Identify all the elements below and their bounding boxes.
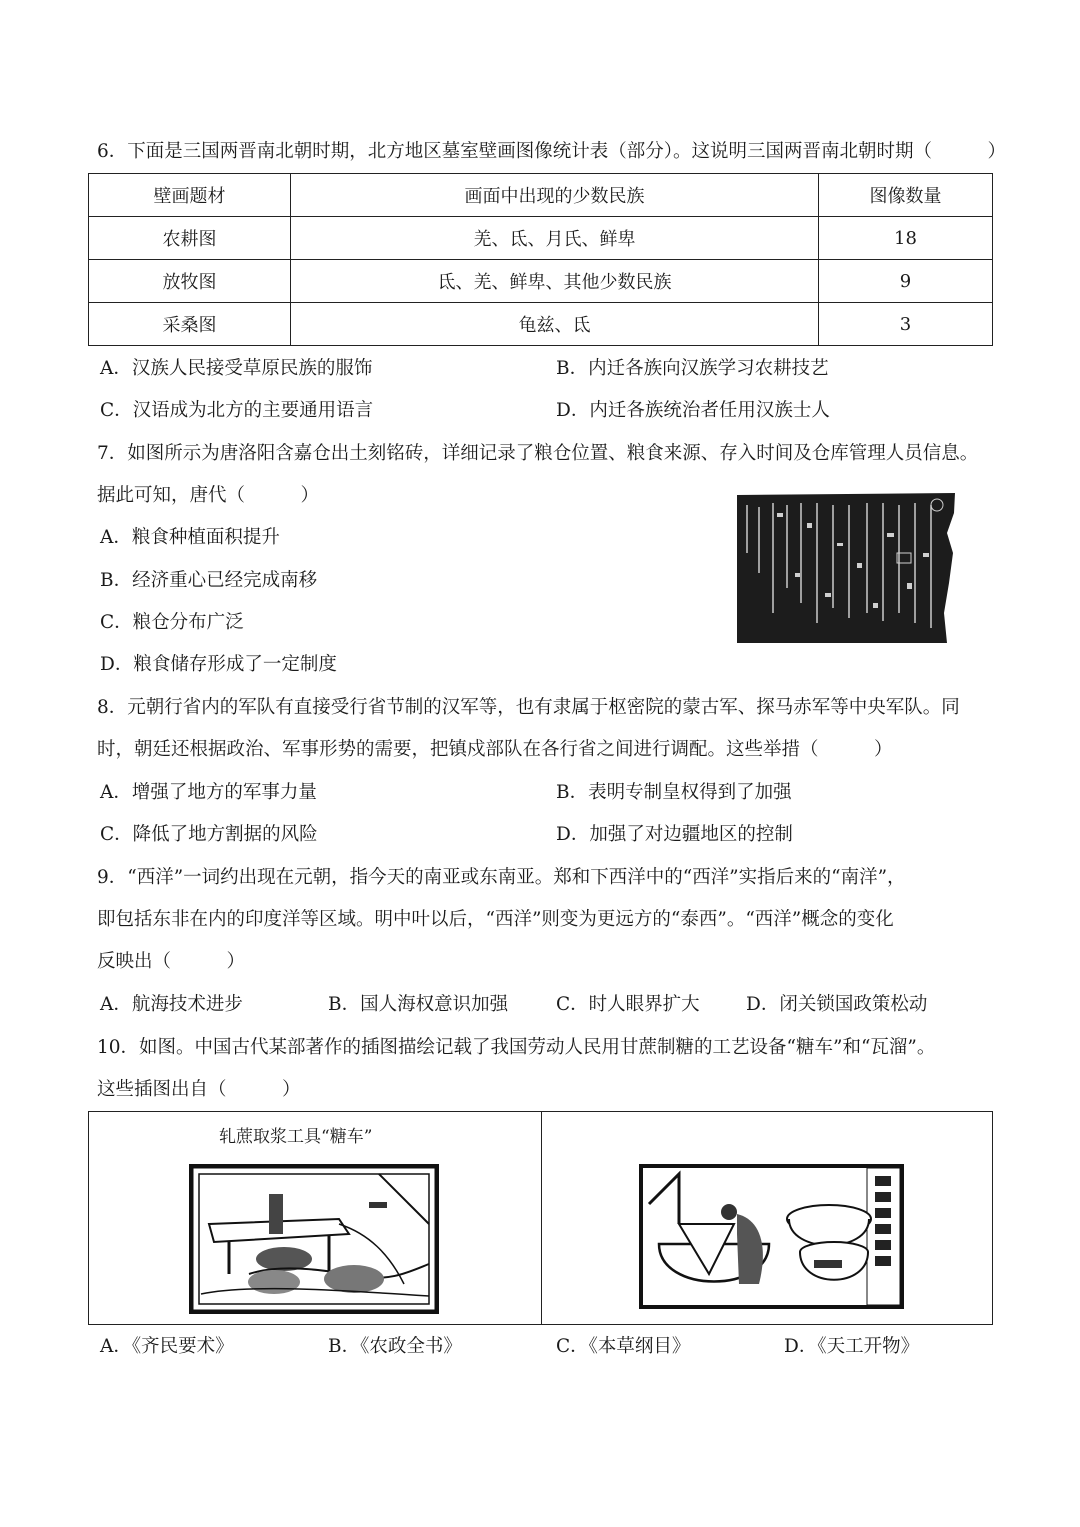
q9-stem-line1: 9．“西洋”一词约出现在元朝，指今天的南亚或东南亚。郑和下西洋中的“西洋”实指后来的“南洋”，	[97, 867, 906, 888]
q9-option-c[interactable]: C．时人眼界扩大	[556, 994, 700, 1015]
q9-option-b[interactable]: B．国人海权意识加强	[328, 994, 509, 1015]
table-cell: 采桑图	[89, 303, 291, 346]
q6-option-b[interactable]: B．内迁各族向汉族学习农耕技艺	[556, 358, 829, 379]
q10-stem-line1: 10．如图。中国古代某部著作的插图描绘记载了我国劳动人民用甘蔗制糖的工艺设备“糖车”和“瓦溜”。	[97, 1037, 936, 1058]
table-cell: 羌、氐、月氏、鲜卑	[291, 217, 819, 260]
table-header-cell: 画面中出现的少数民族	[291, 174, 819, 217]
q8-stem-line1: 8．元朝行省内的军队有直接受行省节制的汉军等，也有隶属于枢密院的蒙古军、探马赤军等中央军队。同	[97, 697, 960, 718]
sugar-press-illustration	[189, 1164, 439, 1314]
table-cell: 9	[819, 260, 993, 303]
q10-stem-line2: 这些插图出自（ ）	[97, 1079, 301, 1100]
q6-option-c[interactable]: C．汉语成为北方的主要通用语言	[100, 400, 374, 421]
figure-divider	[541, 1112, 542, 1324]
q8-option-a[interactable]: A．增强了地方的军事力量	[100, 782, 317, 803]
q10-option-a[interactable]: A．《齐民要术》	[100, 1336, 234, 1357]
q7-stem-line1: 7．如图所示为唐洛阳含嘉仓出土刻铭砖，详细记录了粮仓位置、粮食来源、存入时间及仓库管理人员信息。	[97, 443, 979, 464]
q6-option-a[interactable]: A．汉族人民接受草原民族的服饰	[100, 358, 373, 379]
table-cell: 放牧图	[89, 260, 291, 303]
table-row	[89, 303, 993, 346]
q7-option-a[interactable]: A．粮食种植面积提升	[100, 527, 280, 548]
table-cell: 氐、羌、鲜卑、其他少数民族	[291, 260, 819, 303]
q6-stem: 6．下面是三国两晋南北朝时期，北方地区墓室壁画图像统计表（部分）。这说明三国两晋南北朝时期（ ）	[97, 141, 1007, 162]
q8-option-b[interactable]: B．表明专制皇权得到了加强	[556, 782, 792, 803]
sugar-strainer-illustration	[639, 1164, 904, 1309]
q6-option-d[interactable]: D．内迁各族统治者任用汉族士人	[556, 400, 830, 421]
table-row	[89, 260, 993, 303]
q8-option-d[interactable]: D．加强了对边疆地区的控制	[556, 824, 793, 845]
q9-stem-line3: 反映出（ ）	[97, 951, 246, 972]
q10-option-c[interactable]: C．《本草纲目》	[556, 1336, 691, 1357]
q9-stem-line2: 即包括东非在内的印度洋等区域。明中叶以后，“西洋”则变为更远方的“泰西”。“西洋”概念的变化	[97, 909, 894, 930]
q10-figure-box	[88, 1111, 993, 1325]
table-cell: 龟兹、氐	[291, 303, 819, 346]
q8-stem-line2: 时，朝廷还根据政治、军事形势的需要，把镇戍部队在各行省之间进行调配。这些举措（ ）	[97, 739, 893, 760]
q8-option-c[interactable]: C．降低了地方割据的风险	[100, 824, 318, 845]
q10-option-d[interactable]: D．《天工开物》	[784, 1336, 920, 1357]
q7-option-b[interactable]: B．经济重心已经完成南移	[100, 570, 318, 591]
q9-option-d[interactable]: D．闭关锁国政策松动	[746, 994, 928, 1015]
q7-stem-line2: 据此可知，唐代（ ）	[97, 485, 320, 506]
table-header-cell: 图像数量	[819, 174, 993, 217]
q6-table	[88, 173, 993, 346]
table-cell: 农耕图	[89, 217, 291, 260]
inscribed-brick-image	[737, 493, 957, 645]
q7-option-d[interactable]: D．粮食储存形成了一定制度	[100, 654, 337, 675]
table-cell: 3	[819, 303, 993, 346]
q7-option-c[interactable]: C．粮仓分布广泛	[100, 612, 244, 633]
table-header-row	[89, 174, 993, 217]
table-header-cell: 壁画题材	[89, 174, 291, 217]
sugar-press-caption: 轧蔗取浆工具“糖车”	[219, 1127, 373, 1147]
q9-option-a[interactable]: A．航海技术进步	[100, 994, 243, 1015]
table-row	[89, 217, 993, 260]
q10-option-b[interactable]: B．《农政全书》	[328, 1336, 462, 1357]
table-cell: 18	[819, 217, 993, 260]
